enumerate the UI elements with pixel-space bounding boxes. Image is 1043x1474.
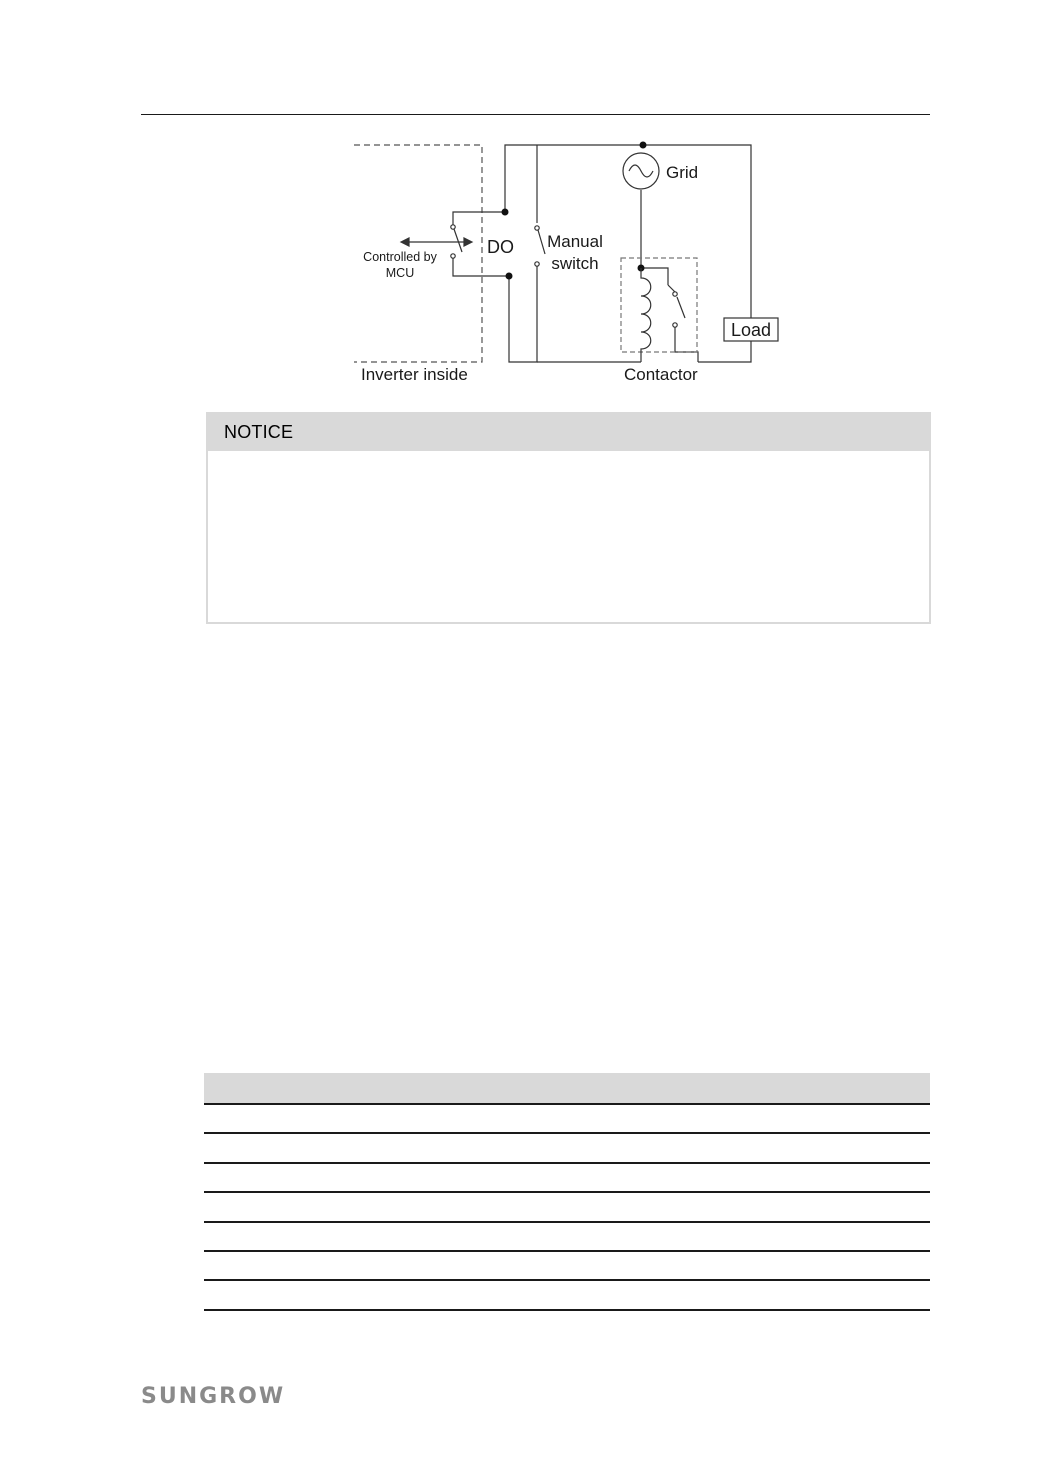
wiring-diagram — [0, 0, 1043, 400]
switch-label: switch — [551, 254, 599, 273]
notice-header — [208, 414, 929, 451]
junction-dot — [640, 142, 647, 149]
table-row — [204, 1223, 930, 1252]
table-row — [204, 1252, 930, 1281]
table-header — [204, 1073, 930, 1105]
spec-table — [204, 1073, 930, 1311]
table-row — [204, 1193, 930, 1222]
contactor-label: Contactor — [624, 365, 698, 384]
junction-dot — [506, 273, 513, 280]
do-label: DO — [487, 237, 514, 257]
mcu-label: MCU — [385, 266, 415, 280]
grid-source-symbol — [623, 153, 659, 189]
sungrow-logo: SUNGROW — [141, 1384, 286, 1409]
controlled-by-label: Controlled by — [363, 250, 437, 264]
grid-label: Grid — [666, 163, 699, 182]
notice-box — [206, 412, 931, 624]
inverter-inside-label: Inverter inside — [361, 365, 468, 384]
table-row — [204, 1164, 930, 1193]
manual-label: Manual — [547, 232, 603, 251]
notice-title: NOTICE — [224, 422, 294, 442]
table-row — [204, 1281, 930, 1310]
table-row — [204, 1134, 930, 1163]
table-row — [204, 1105, 930, 1134]
load-label: Load — [730, 320, 772, 340]
junction-dot — [502, 209, 509, 216]
